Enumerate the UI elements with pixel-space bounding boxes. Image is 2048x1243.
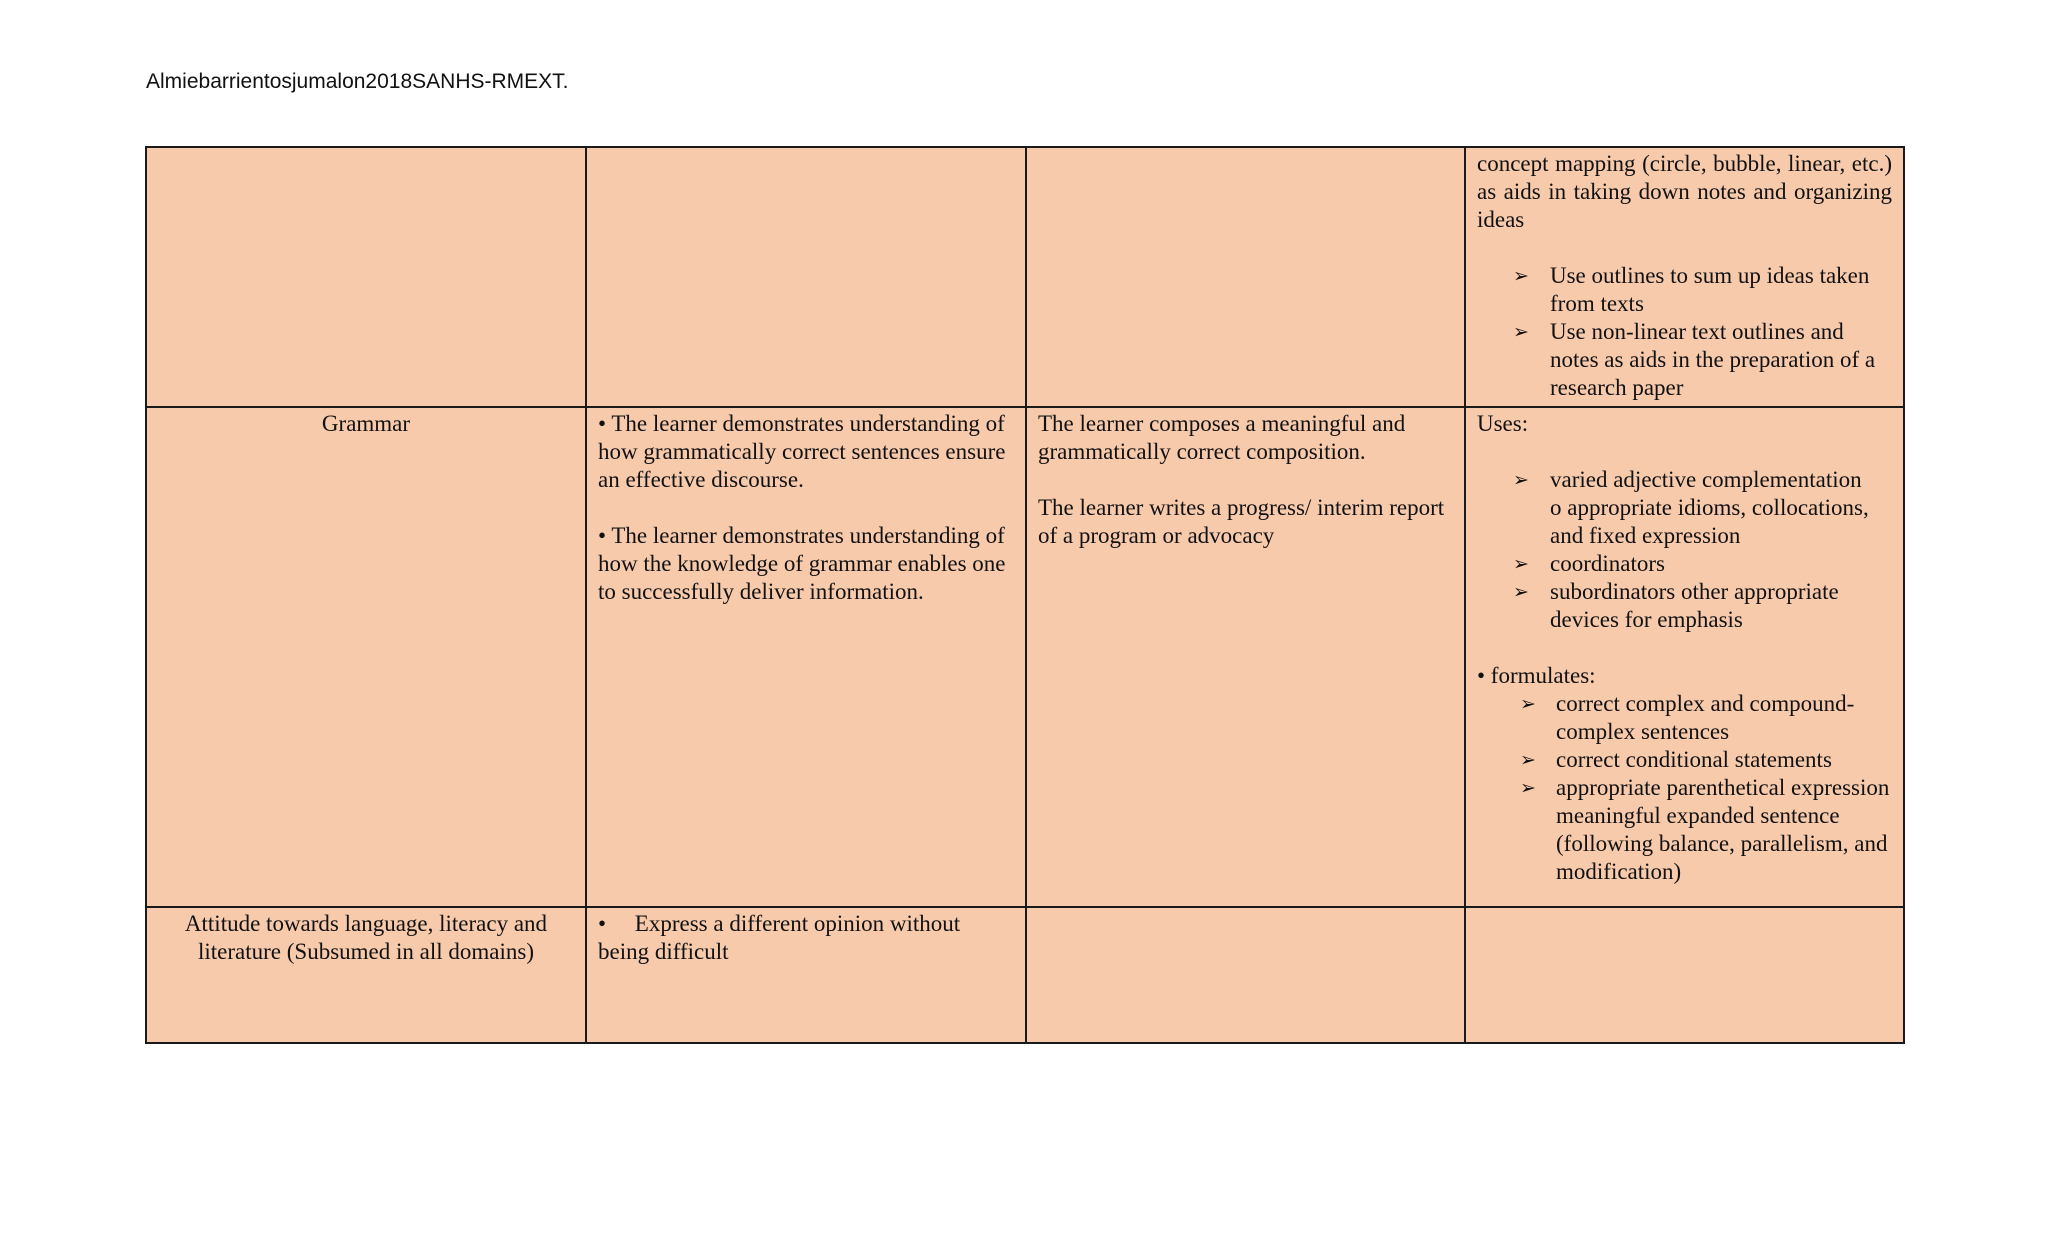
performance-text: The learner writes a progress/ interim report of a program or advocacy (1038, 495, 1445, 548)
standard-text: • The learner demonstrates understanding of how grammatically correct sentences ensure an effective discourse. (598, 411, 1006, 492)
list-item: ➢ correct complex and compound-complex sentences (1520, 690, 1892, 746)
content-standard-cell (586, 147, 1026, 407)
table-row (146, 907, 1904, 1043)
domain-cell (146, 907, 586, 1043)
competencies-cell (1465, 147, 1904, 407)
standard-text: • The learner demonstrates understanding of how the knowledge of grammar enables one to successfully deliver information. (598, 523, 1006, 604)
table-row (146, 147, 1904, 407)
competencies-cell (1465, 907, 1904, 1043)
curriculum-table (145, 146, 1905, 1044)
formulates-label: • formulates: (1477, 663, 1596, 688)
list-item: ➢ coordinators (1513, 550, 1892, 578)
performance-standard-cell (1026, 907, 1465, 1043)
performance-standard-cell (1026, 147, 1465, 407)
formulates-list (1477, 690, 1892, 886)
performance-standard-cell (1026, 407, 1465, 907)
page-header: Almiebarrientosjumalon2018SANHS-RMEXT. (146, 70, 569, 93)
uses-label: Uses: (1477, 411, 1529, 436)
competency-list (1477, 262, 1892, 402)
list-item: ➢ correct conditional statements (1520, 746, 1892, 774)
table-row (146, 407, 1904, 907)
list-item: ➢ subordinators other appropriate devices for emphasis (1513, 578, 1892, 634)
performance-text: The learner composes a meaningful and grammatically correct composition. (1038, 411, 1406, 464)
standard-text: • Express a different opinion without being difficult (598, 911, 966, 964)
uses-list (1477, 466, 1892, 634)
list-item (1513, 466, 1892, 550)
competency-paragraph: concept mapping (circle, bubble, linear, etc.) as aids in taking down notes and organizing ideas (1477, 151, 1892, 232)
content-standard-cell (586, 907, 1026, 1043)
competencies-cell (1465, 407, 1904, 907)
content-standard-cell (586, 407, 1026, 907)
list-item-subtext: o appropriate idioms, collocations, and fixed expression (1550, 495, 1869, 548)
domain-cell (146, 407, 586, 907)
domain-label: Attitude towards language, literacy and literature (Subsumed in all domains) (184, 911, 548, 964)
domain-label: Grammar (321, 411, 411, 436)
list-item-text: varied adjective complementation (1550, 467, 1862, 492)
domain-cell (146, 147, 586, 407)
list-item: ➢ Use outlines to sum up ideas taken from texts (1513, 262, 1892, 318)
list-item: ➢ Use non-linear text outlines and notes as aids in the preparation of a research paper (1513, 318, 1892, 402)
list-item: ➢ appropriate parenthetical expression meaningful expanded sentence (following balance, parallelism, and modification) (1520, 774, 1892, 886)
